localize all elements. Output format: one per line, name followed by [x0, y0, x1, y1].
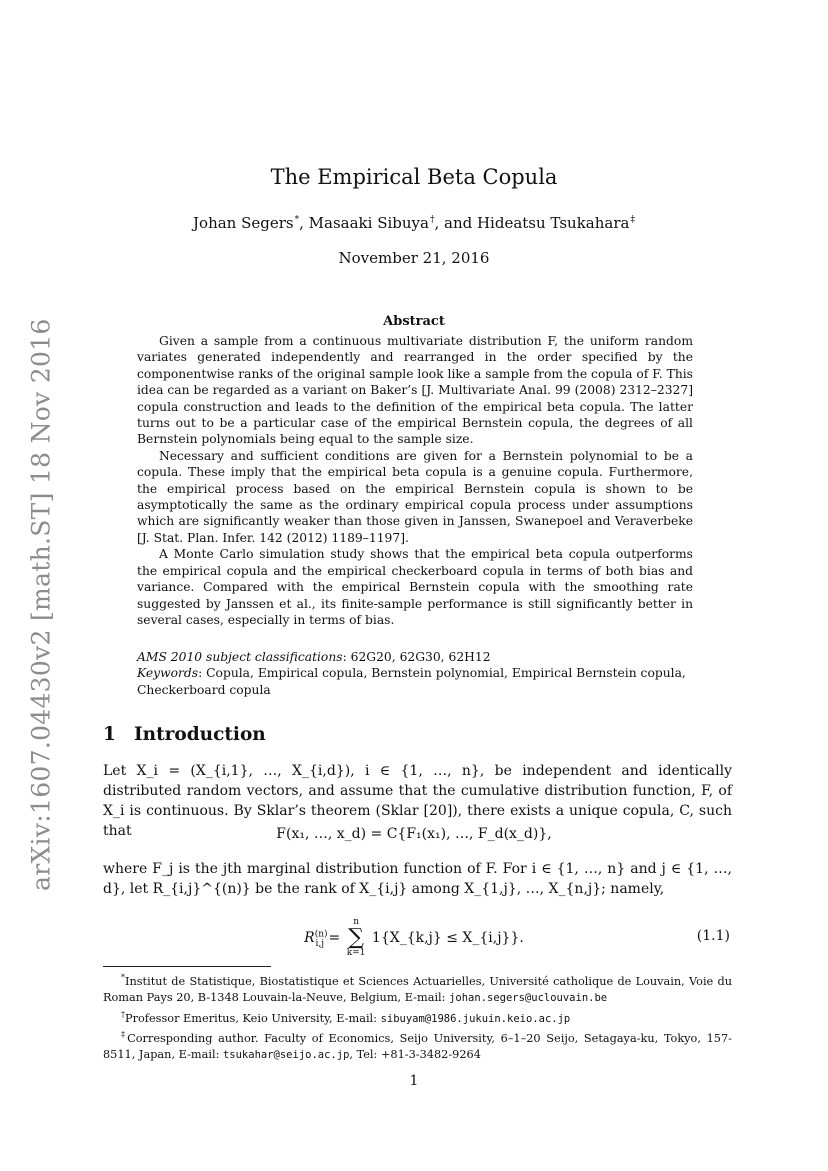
- paper-metadata: [137, 649, 693, 698]
- footnote-marker: †: [429, 215, 435, 225]
- section-title: Introduction: [134, 724, 266, 745]
- abstract-paragraph: Given a sample from a continuous multivariate distribution F, the uniform random variates generated independently and rearranged in the order specified by the componentwise ranks of the original sample look like a sample from the copula of F. This idea can be regarded as a variant on Baker’s [J. Multivariate Anal. 99 (2008) 2312–2327] copula construction and leads to the definition of the empirical beta copula. The latter turns out to be a particular case of the empirical Bernstein copula, the degrees of all Bernstein polynomials being equal to the sample size.: [137, 334, 693, 447]
- abstract-paragraph: A Monte Carlo simulation study shows that the empirical beta copula outperforms the empirical copula and the empirical checkerboard copula in terms of both bias and variance. Compared with the empirical Bernstein copula with the smoothing rate suggested by Janssen et al., its finite-sample performance is still significantly better in several cases, especially in terms of bias.: [137, 547, 693, 627]
- email-link[interactable]: sibuyam@1986.jukuin.keio.ac.jp: [380, 1012, 571, 1025]
- footnote-marker: ‡: [630, 215, 635, 225]
- keywords: [137, 665, 693, 698]
- body-paragraph: Let X_i = (X_{i,1}, …, X_{i,d}), i ∈ {1, …, n}, be independent and identically distributed random vectors, and assume that the cumulative distribution function, F, of X_i is continuous. By Sklar’s theorem (Sklar [20]), there exists a unique copula, C, such that: [103, 763, 732, 839]
- author-name: and Hideatsu Tsukahara: [444, 214, 630, 232]
- author-list: Johan Segers*, Masaaki Sibuya†, and Hideatsu Tsukahara‡: [193, 214, 635, 232]
- sum-symbol: n ∑ k=1: [346, 917, 366, 958]
- footnote: †Professor Emeritus, Keio University, E-mail: sibuyam@1986.jukuin.keio.ac.jp: [121, 1009, 571, 1025]
- section-heading: [103, 724, 266, 745]
- footnotes: [103, 970, 732, 1063]
- footnote-rule: [103, 966, 271, 967]
- equation-lhs: $R^{(n)}_{i,j}$ =: [304, 929, 345, 949]
- ams-label: AMS 2010 subject classifications: [137, 650, 343, 664]
- footnote-marker: *: [294, 215, 300, 225]
- abstract-body: [137, 333, 693, 628]
- section-number: 1: [103, 724, 116, 745]
- paper-date: November 21, 2016: [338, 249, 490, 267]
- equation-number: (1.1): [696, 928, 730, 944]
- email-link[interactable]: tsukahar@seijo.ac.jp: [222, 1048, 350, 1061]
- page-number: 1: [409, 1073, 419, 1089]
- footnote: ‡Corresponding author. Faculty of Economics, Seijo University, 6–1–20 Seijo, Setagaya-ku, Tokyo, 157-8511, Japan, E-mail: tsukahar@seijo.ac.jp, Tel: +81-3-3482-9264: [103, 1029, 732, 1061]
- abstract-heading: Abstract: [383, 314, 445, 329]
- paper-title: The Empirical Beta Copula: [270, 165, 558, 189]
- equation-sklar: F(x₁, …, x_d) = C{F₁(x₁), …, F_d(x_d)},: [276, 826, 552, 842]
- keywords-label: Keywords: [137, 666, 199, 681]
- ams-classification: [137, 649, 693, 665]
- equation-rhs: 1{X_{k,j} ≤ X_{i,j}}.: [371, 930, 524, 946]
- author-name: Johan Segers: [193, 214, 294, 232]
- ams-value: : 62G20, 62G30, 62H12: [342, 650, 491, 664]
- keywords-value: : Copula, Empirical copula, Bernstein polynomial, Empirical Bernstein copula, Checkerboard copula: [137, 666, 686, 697]
- arxiv-stamp: arXiv:1607.04430v2 [math.ST] 18 Nov 2016: [26, 318, 56, 892]
- footnote: *Institut de Statistique, Biostatistique et Sciences Actuarielles, Université catholique de Louvain, Voie du Roman Pays 20, B-1348 Louvain-la-Neuve, Belgium, E-mail: johan.segers@uclouvain.be: [103, 973, 732, 1005]
- author-name: Masaaki Sibuya: [308, 214, 429, 232]
- abstract-paragraph: Necessary and sufficient conditions are given for a Bernstein polynomial to be a copula. These imply that the empirical beta copula is a genuine copula. Furthermore, the empirical process based on the empirical Bernstein copula is shown to be asymptotically the same as the ordinary empirical copula process under assumptions which are significantly weaker than those given in Janssen, Swanepoel and Veraverbeke [J. Stat. Plan. Infer. 142 (2012) 1189–1197].: [137, 448, 693, 545]
- body-paragraph: where F_j is the jth marginal distribution function of F. For i ∈ {1, …, n} and j ∈ {1, …, d}, let R_{i,j}^{(n)} be the rank of X_{i,j} among X_{1,j}, …, X_{n,j}; namely,: [103, 861, 732, 897]
- email-link[interactable]: johan.segers@uclouvain.be: [449, 992, 608, 1005]
